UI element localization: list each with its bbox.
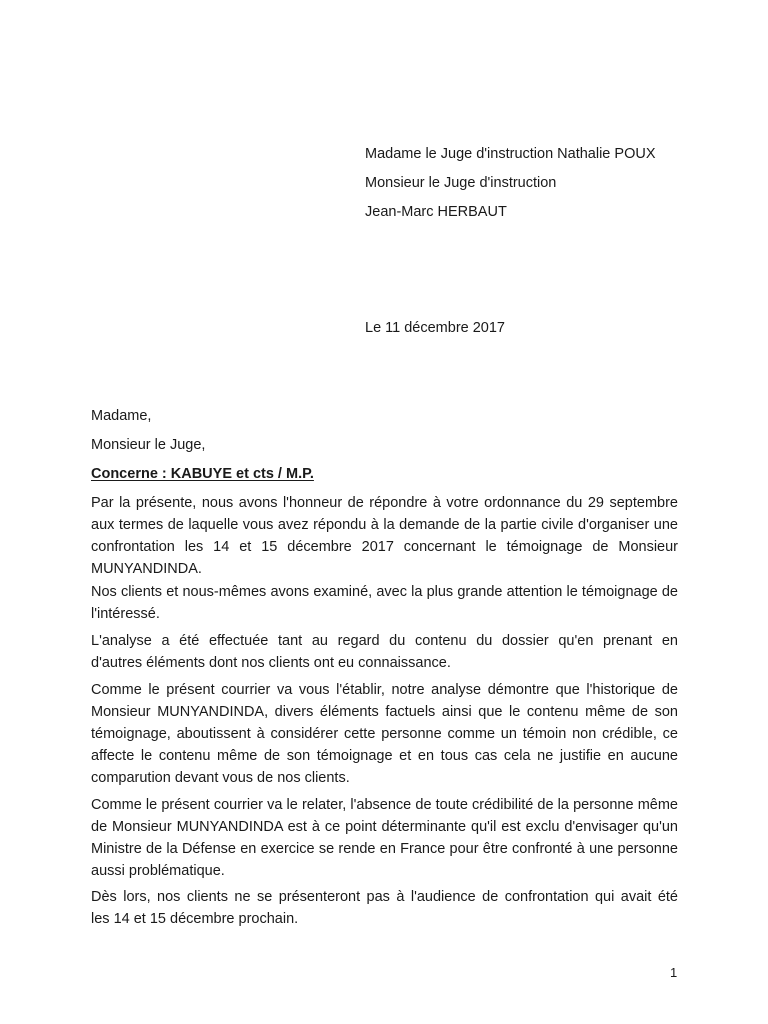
paragraph-4-line-1: Comme le présent courrier va vous l'établir, notre analyse démontre que l'historique de — [91, 682, 678, 698]
paragraph-5-line-3: Ministre de la Défense en exercice se rende en France pour être confronté à une personne — [91, 841, 678, 857]
paragraph-2-line-2: l'intéressé. — [91, 606, 160, 622]
recipient-line-2: Monsieur le Juge d'instruction — [365, 175, 557, 191]
paragraph-6-line-1: Dès lors, nos clients ne se présenteront pas à l'audience de confrontation qui avait été — [91, 889, 678, 905]
paragraph-1-line-3: confrontation les 14 et 15 décembre 2017 concernant le témoignage de Monsieur — [91, 539, 678, 555]
paragraph-2-line-1: Nos clients et nous-mêmes avons examiné, avec la plus grande attention le témoignage de — [91, 584, 678, 600]
paragraph-5-line-1: Comme le présent courrier va le relater, l'absence de toute crédibilité de la personne même — [91, 797, 678, 813]
paragraph-5-line-2: de Monsieur MUNYANDINDA est à ce point déterminante qu'il est exclu d'envisager qu'un — [91, 819, 678, 835]
salutation-monsieur: Monsieur le Juge, — [91, 437, 206, 453]
subject-line: Concerne : KABUYE et cts / M.P. — [91, 466, 314, 482]
paragraph-1-line-1: Par la présente, nous avons l'honneur de répondre à votre ordonnance du 29 septembre — [91, 495, 678, 511]
letter-date: Le 11 décembre 2017 — [365, 320, 506, 336]
paragraph-4-line-2: Monsieur MUNYANDINDA, divers éléments factuels ainsi que le contenu même de son — [91, 704, 678, 720]
paragraph-1-line-4: MUNYANDINDA. — [91, 561, 202, 577]
paragraph-4-line-3: témoignage, aboutissent à considérer cette personne comme un témoin non crédible, ce — [91, 726, 678, 742]
paragraph-5-line-4: aussi problématique. — [91, 863, 225, 879]
paragraph-6-line-2: les 14 et 15 décembre prochain. — [91, 911, 299, 927]
paragraph-1-line-2: aux termes de laquelle vous avez répondu à la demande de la partie civile d'organiser une — [91, 517, 678, 533]
recipient-line-3: Jean-Marc HERBAUT — [365, 204, 507, 220]
paragraph-4-line-4: affecte le contenu même de son témoignage et en tous cas cela ne justifie en aucune — [91, 748, 678, 764]
page-number: 1 — [670, 965, 678, 980]
paragraph-3-line-1: L'analyse a été effectuée tant au regard du contenu du dossier qu'en prenant en — [91, 633, 678, 649]
recipient-line-1: Madame le Juge d'instruction Nathalie POUX — [365, 146, 656, 162]
paragraph-4-line-5: comparution devant vous de nos clients. — [91, 770, 350, 786]
salutation-madame: Madame, — [91, 408, 152, 424]
paragraph-3-line-2: d'autres éléments dont nos clients ont eu connaissance. — [91, 655, 451, 671]
